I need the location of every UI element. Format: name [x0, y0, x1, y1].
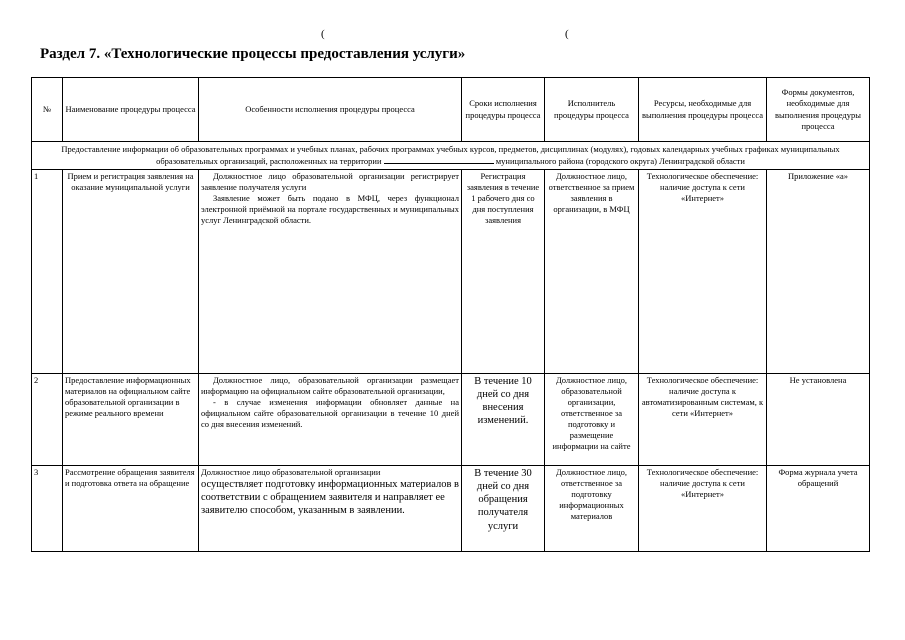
- table-header-row: [32, 78, 870, 142]
- process-table: [31, 77, 870, 552]
- features-para-2: Заявление может быть подано в МФЦ, через функционал электронной приёмной на портале государственных и муниципальных услуг Ленинградской области.: [201, 193, 459, 226]
- row-features: [199, 374, 462, 466]
- paren-left: (: [321, 28, 325, 40]
- row-executor: Должностное лицо, образовательной организации, ответственное за подготовку и размещение информации на сайте: [545, 374, 639, 466]
- row-resources: Технологическое обеспечение: наличие доступа к автоматизированным системам, к сети «Интернет»: [639, 374, 767, 466]
- row-term: В течение 10 дней со дня внесения изменений.: [462, 374, 545, 466]
- row-features: [199, 170, 462, 374]
- info-cell: [32, 142, 870, 170]
- row-forms: Форма журнала учета обращений: [767, 466, 870, 552]
- row-features: [199, 466, 462, 552]
- col-header-term: Сроки исполнения процедуры процесса: [462, 78, 545, 142]
- row-num: 2: [32, 374, 63, 466]
- row-resources: Технологическое обеспечение: наличие доступа к сети «Интернет»: [639, 466, 767, 552]
- row-forms: Приложение «а»: [767, 170, 870, 374]
- features-para-1: Должностное лицо, образовательной организации размещает информацию на официальном сайте образовательной организации,: [201, 375, 459, 397]
- col-header-resources: Ресурсы, необходимые для выполнения процедуры процесса: [639, 78, 767, 142]
- table-row: [32, 374, 870, 466]
- col-header-num: №: [32, 78, 63, 142]
- row-term: В течение 30 дней со дня обращения получателя услуги: [462, 466, 545, 552]
- info-blank-line: [384, 155, 494, 164]
- row-num: 1: [32, 170, 63, 374]
- info-text-part1: Предоставление информации об образовательных программах и учебных планах, рабочих программах учебных курсов, предметов, дисциплинах (модулях), годовых календарных учебных графиках муниципальных образовательных организаций, расположенных на территории: [61, 144, 840, 167]
- features-para-2: - в случае изменения информации обновляет данные на официальном сайте образовательной организации в течение 10 дней со дня внесения изменений.: [201, 397, 459, 430]
- col-header-forms: Формы документов, необходимые для выполнения процедуры процесса: [767, 78, 870, 142]
- col-header-features: Особенности исполнения процедуры процесса: [199, 78, 462, 142]
- info-text-part2: муниципального района (городского округа) Ленинградской области: [495, 156, 745, 167]
- row-executor: Должностное лицо, ответственное за прием заявления в организации, в МФЦ: [545, 170, 639, 374]
- row-name: Рассмотрение обращения заявителя и подготовка ответа на обращение: [63, 466, 199, 552]
- row-name: Предоставление информационных материалов на официальном сайте образовательной организации в режиме реального времени: [63, 374, 199, 466]
- col-header-executor: Исполнитель процедуры процесса: [545, 78, 639, 142]
- row-executor: Должностное лицо, ответственное за подготовку информационных материалов: [545, 466, 639, 552]
- table-row: [32, 466, 870, 552]
- info-row: [32, 142, 870, 170]
- row-name: Прием и регистрация заявления на оказание муниципальной услуги: [63, 170, 199, 374]
- row-term: Регистрация заявления в течение 1 рабочего дня со дня поступления заявления: [462, 170, 545, 374]
- row-resources: Технологическое обеспечение: наличие доступа к сети «Интернет»: [639, 170, 767, 374]
- section-title: Раздел 7. «Технологические процессы предоставления услуги»: [40, 46, 466, 62]
- row-forms: Не установлена: [767, 374, 870, 466]
- features-para-1: Должностное лицо образовательной организации: [201, 467, 381, 478]
- table-row: [32, 170, 870, 374]
- col-header-name: Наименование процедуры процесса: [63, 78, 199, 142]
- features-para-1: Должностное лицо образовательной организации регистрирует заявление получателя услуги: [201, 171, 459, 193]
- features-para-2: осуществляет подготовку информационных материалов в соответствии с обращением заявителя и направляет ее заявителю способом, указанным в заявлении.: [201, 479, 459, 517]
- row-num: 3: [32, 466, 63, 552]
- paren-right: (: [565, 28, 569, 40]
